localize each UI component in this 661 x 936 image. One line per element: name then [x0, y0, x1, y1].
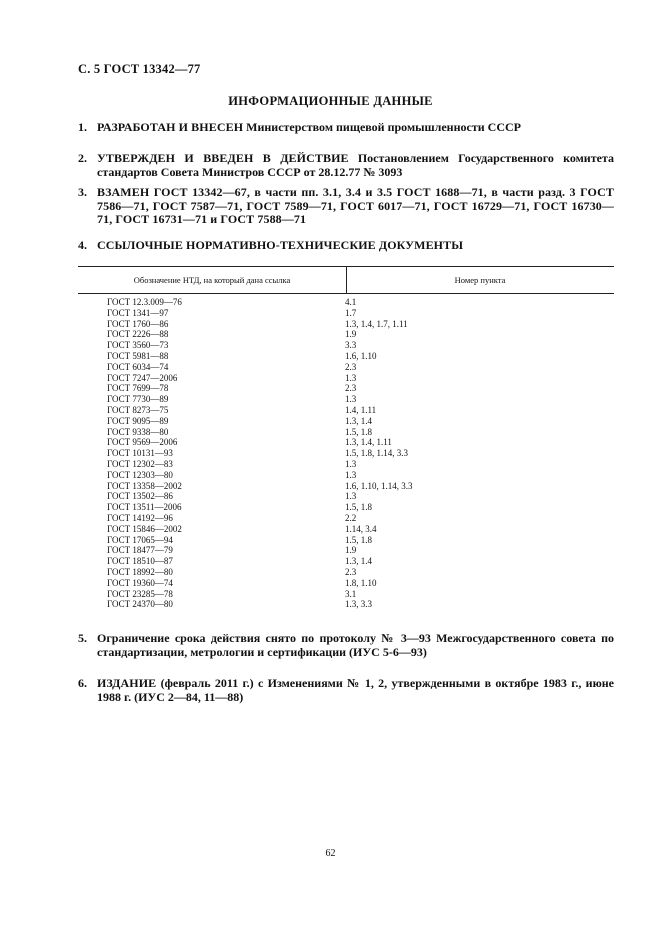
table-row [78, 297, 614, 308]
table-row [78, 340, 614, 351]
clause-number: 1.3 [345, 458, 357, 469]
table-row [78, 383, 614, 394]
ntd-designation: ГОСТ 15846—2002 [107, 523, 182, 534]
ntd-designation: ГОСТ 14192—96 [107, 512, 173, 523]
table-row [78, 405, 614, 416]
section-number: 6. [78, 676, 87, 690]
clause-number: 1.3, 1.4, 1.7, 1.11 [345, 318, 408, 329]
ntd-designation: ГОСТ 13358—2002 [107, 480, 182, 491]
section-number: 3. [78, 185, 87, 199]
section-5 [78, 632, 614, 659]
section-number: 5. [78, 631, 87, 645]
ntd-designation: ГОСТ 12302—83 [107, 458, 173, 469]
table-row [78, 437, 614, 448]
table-row [78, 578, 614, 589]
table-row [78, 589, 614, 600]
table-header-clause: Номер пункта [454, 275, 506, 285]
ntd-designation: ГОСТ 7730—89 [107, 394, 169, 405]
ntd-designation: ГОСТ 7247—2006 [107, 372, 178, 383]
ntd-designation: ГОСТ 9095—89 [107, 415, 169, 426]
table-row [78, 329, 614, 340]
clause-number: 1.5, 1.8 [345, 426, 372, 437]
table-row [78, 394, 614, 405]
clause-number: 1.3 [345, 394, 357, 405]
clause-number: 1.14, 3.4 [345, 523, 377, 534]
section-4 [78, 239, 614, 253]
clause-number: 3.1 [345, 588, 357, 599]
clause-number: 1.6, 1.10 [345, 350, 377, 361]
table-row [78, 319, 614, 330]
ntd-designation: ГОСТ 13502—86 [107, 491, 173, 502]
ntd-designation: ГОСТ 18992—80 [107, 566, 173, 577]
page-header: С. 5 ГОСТ 13342—77 [78, 62, 201, 76]
table-row [78, 373, 614, 384]
clause-number: 1.9 [345, 329, 357, 340]
ntd-designation: ГОСТ 18510—87 [107, 556, 173, 567]
ntd-designation: ГОСТ 12303—80 [107, 469, 173, 480]
table-row [78, 491, 614, 502]
section-text: Министерством пищевой промышленности СССР [243, 120, 521, 134]
ntd-designation: ГОСТ 17065—94 [107, 534, 173, 545]
ntd-designation: ГОСТ 6034—74 [107, 361, 169, 372]
clause-number: 4.1 [345, 297, 357, 307]
table-row [78, 599, 614, 610]
clause-number: 1.3, 1.4 [345, 556, 372, 567]
table-row [78, 459, 614, 470]
section-heading: ИЗДАНИЕ [97, 676, 157, 690]
clause-number: 1.8, 1.10 [345, 577, 377, 588]
table-row [78, 351, 614, 362]
table-row [78, 556, 614, 567]
section-number: 4. [78, 238, 87, 252]
section-2 [78, 152, 614, 179]
clause-number: 1.6, 1.10, 1.14, 3.3 [345, 480, 413, 491]
ntd-designation: ГОСТ 10131—93 [107, 448, 173, 459]
section-number: 2. [78, 151, 87, 165]
page-number: 62 [325, 848, 336, 859]
section-1 [78, 121, 614, 135]
table-row [78, 362, 614, 373]
section-text: Ограничение срока действия снято по протоколу № 3—93 Межгосударственного совета по стандартизации, метрологии и сертификации (ИУС 5-6—93) [97, 631, 614, 659]
clause-number: 1.3, 3.3 [345, 599, 372, 610]
table-body [78, 297, 614, 610]
clause-number: 1.4, 1.11 [345, 404, 377, 415]
clause-number: 1.9 [345, 545, 357, 556]
clause-number: 1.3, 1.4 [345, 415, 372, 426]
ntd-designation: ГОСТ 23285—78 [107, 588, 173, 599]
table-row [78, 513, 614, 524]
table-row [78, 567, 614, 578]
clause-number: 1.5, 1.8, 1.14, 3.3 [345, 448, 408, 459]
clause-number: 1.3 [345, 491, 357, 502]
table-row [78, 308, 614, 319]
ntd-designation: ГОСТ 5981—88 [107, 350, 169, 361]
section-heading: ССЫЛОЧНЫЕ НОРМАТИВНО-ТЕХНИЧЕСКИЕ ДОКУМЕНТЫ [97, 238, 464, 252]
section-heading: РАЗРАБОТАН И ВНЕСЕН [97, 120, 244, 134]
ntd-designation: ГОСТ 9569—2006 [107, 437, 178, 448]
table-row [78, 502, 614, 513]
table-row [78, 545, 614, 556]
ntd-designation: ГОСТ 2226—88 [107, 329, 169, 340]
table-row [78, 481, 614, 492]
clause-number: 1.5, 1.8 [345, 502, 372, 513]
table-header-rule [78, 293, 614, 294]
section-3 [78, 186, 614, 227]
page-title: ИНФОРМАЦИОННЫЕ ДАННЫЕ [228, 94, 433, 108]
table-row [78, 470, 614, 481]
section-text: (февраль 2011 г.) с Изменениями № 1, 2, утвержденными в октябре 1983 г., июне 1988 г. (ИУС 2—84, 11—88) [97, 676, 614, 704]
table-row [78, 448, 614, 459]
clause-number: 2.3 [345, 383, 357, 394]
clause-number: 3.3 [345, 340, 357, 351]
clause-number: 1.3 [345, 469, 357, 480]
ntd-designation: ГОСТ 8273—75 [107, 404, 169, 415]
clause-number: 2.3 [345, 361, 357, 372]
clause-number: 1.3 [345, 372, 357, 383]
section-heading: УТВЕРЖДЕН И ВВЕДЕН В ДЕЙСТВИЕ [97, 151, 349, 165]
section-number: 1. [78, 120, 87, 134]
ntd-designation: ГОСТ 7699—78 [107, 383, 169, 394]
table-row [78, 416, 614, 427]
ntd-designation: ГОСТ 3560—73 [107, 340, 169, 351]
section-heading: ВЗАМЕН ГОСТ 13342—67, в части пп. 3.1, 3.4 и 3.5 ГОСТ 1688—71, в части разд. 3 ГОСТ 7586—71, ГОСТ 7587—71, ГОСТ 7589—71, ГОСТ 6017—71, ГОСТ 16729—71, ГОСТ 16730—71, ГОСТ 16731—71 и ГОСТ 7588—71 [97, 185, 614, 226]
table-row [78, 427, 614, 438]
clause-number: 1.5, 1.8 [345, 534, 372, 545]
ntd-designation: ГОСТ 1760—86 [107, 318, 169, 329]
ntd-designation: ГОСТ 19360—74 [107, 577, 173, 588]
clause-number: 2.2 [345, 512, 357, 523]
ntd-designation: ГОСТ 24370—80 [107, 599, 173, 610]
ntd-designation: ГОСТ 18477—79 [107, 545, 173, 556]
ntd-designation: ГОСТ 1341—97 [107, 307, 169, 318]
clause-number: 1.7 [345, 307, 357, 318]
table-header-designation: Обозначение НТД, на который дана ссылка [133, 275, 291, 285]
ntd-designation: ГОСТ 12.3.009—76 [107, 297, 182, 307]
clause-number: 1.3, 1.4, 1.11 [345, 437, 392, 448]
table-row [78, 535, 614, 546]
section-text: Постановлением Государственного комитета стандартов Совета Министров СССР от 28.12.77 № 3093 [97, 151, 614, 179]
ntd-designation: ГОСТ 13511—2006 [107, 502, 182, 513]
ntd-designation: ГОСТ 9338—80 [107, 426, 169, 437]
clause-number: 2.3 [345, 566, 357, 577]
table-row [78, 524, 614, 535]
section-6 [78, 677, 614, 704]
